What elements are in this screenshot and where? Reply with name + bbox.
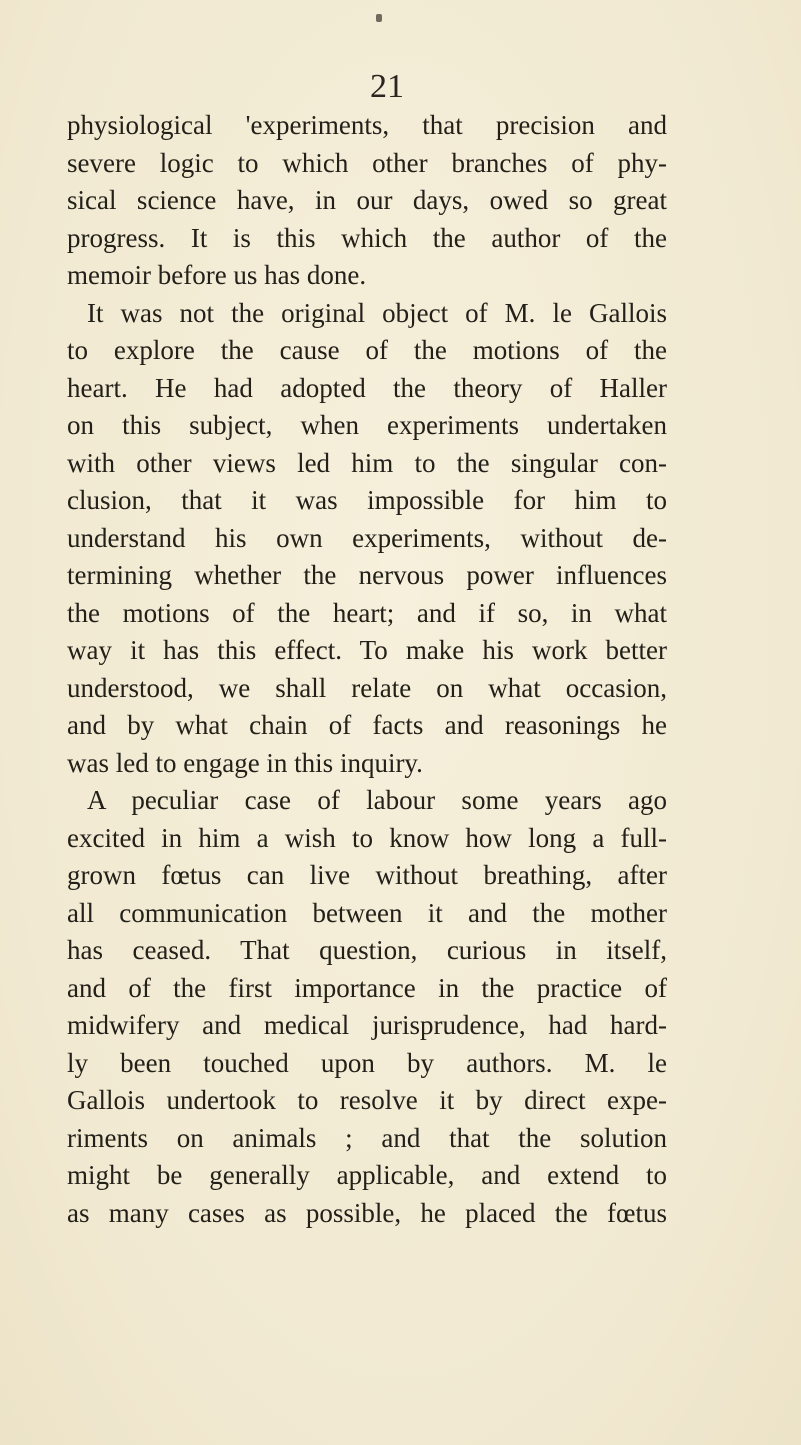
text-line: and by what chain of facts and reasonings he	[67, 710, 667, 740]
text-line: the motions of the heart; and if so, in what	[67, 597, 667, 628]
text-line: It was not the original object of M. le Gallois	[87, 297, 667, 328]
text-line: has ceased. That question, curious in itself,	[67, 935, 667, 965]
text-line: as many cases as possible, he placed the fœtus	[67, 1197, 667, 1228]
text-line: A peculiar case of labour some years ago	[87, 785, 667, 815]
text-line: on this subject, when experiments undertaken	[67, 410, 667, 440]
text-line: to explore the cause of the motions of the	[67, 335, 667, 365]
text-line: with other views led him to the singular con-	[67, 447, 667, 478]
text-line: physiological 'experiments, that precision and	[67, 110, 667, 140]
text-line: and of the first importance in the practice of	[67, 972, 667, 1003]
text-line: way it has this effect. To make his work better	[67, 635, 667, 665]
text-line: severe logic to which other branches of phy-	[67, 147, 667, 178]
text-line: Gallois undertook to resolve it by direct expe-	[67, 1085, 667, 1115]
text-line: sical science have, in our days, owed so great	[67, 185, 667, 215]
text-line: understand his own experiments, without de-	[67, 522, 667, 553]
body-text	[67, 107, 667, 1232]
text-line: progress. It is this which the author of the	[67, 222, 667, 253]
text-line: understood, we shall relate on what occasion,	[67, 672, 667, 703]
text-line: might be generally applicable, and extend to	[67, 1160, 667, 1190]
text-line: all communication between it and the mother	[67, 897, 667, 928]
text-line: memoir before us has done.	[67, 260, 367, 290]
text-line: heart. He had adopted the theory of Haller	[67, 372, 667, 403]
text-line: midwifery and medical jurisprudence, had hard-	[67, 1010, 667, 1040]
text-line: excited in him a wish to know how long a full-	[67, 822, 667, 853]
ink-speck	[376, 14, 382, 22]
text-line: grown fœtus can live without breathing, after	[67, 860, 667, 890]
text-line: termining whether the nervous power influences	[67, 560, 667, 590]
text-line: clusion, that it was impossible for him to	[67, 485, 667, 515]
text-line: ly been touched upon by authors. M. le	[67, 1047, 667, 1078]
text-line: riments on animals ; and that the solution	[67, 1122, 667, 1153]
page-number: 21	[370, 68, 404, 105]
text-line: was led to engage in this inquiry.	[67, 747, 423, 778]
